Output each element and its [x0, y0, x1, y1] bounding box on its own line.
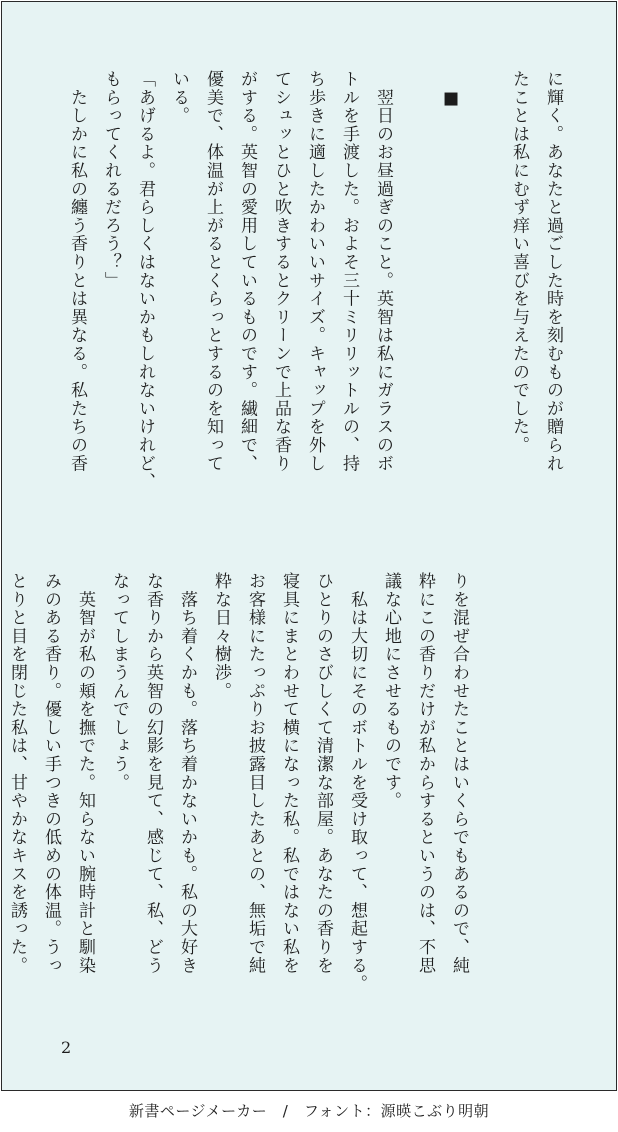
- text-column: に輝く。あなたと過ごした時を刻むものが贈られ: [543, 70, 563, 473]
- text-column: 英智が私の頬を撫でた。知らない腕時計と馴染: [75, 572, 95, 975]
- text-column: トルを手渡した。およそ三十ミリリットルの、持: [339, 70, 359, 473]
- text-column: たしかに私の纏う香りとは異なる。私たちの香: [67, 70, 87, 473]
- text-column: ■: [441, 70, 461, 110]
- text-block-top: [60, 70, 570, 540]
- text-column: 私は大切にそのボトルを受け取って、想起する。: [347, 572, 367, 993]
- text-column: お客様にたっぷりお披露目したあとの、無垢で純: [245, 572, 265, 975]
- text-column: 翌日のお昼過ぎのこと。英智は私にガラスのボ: [373, 70, 393, 473]
- text-column: 粋な日々樹渉。: [211, 572, 231, 701]
- text-column: 「あげるよ。君らしくはないかもしれないけれど、: [135, 70, 155, 491]
- text-column: 寝具にまとわせて横になった私。私ではない私を: [279, 572, 299, 975]
- text-column: りを混ぜ合わせたことはいくらでもあるので、純: [449, 572, 469, 975]
- text-column: 粋にこの香りだけが私からするというのは、不思: [415, 572, 435, 975]
- text-block-bottom: [0, 572, 476, 992]
- text-column: とりと目を閉じた私は、甘やかなキスを誘った。: [7, 572, 27, 975]
- text-column: たことは私にむず痒い喜びを与えたのでした。: [509, 70, 529, 455]
- text-column: ひとりのさびしくて清潔な部屋。あなたの香りを: [313, 572, 333, 975]
- book-page: [1, 1, 617, 1091]
- page-number: 2: [61, 1038, 72, 1057]
- text-column: いる。: [169, 70, 189, 125]
- text-column: がする。英智の愛用しているものです。繊細で、: [237, 70, 257, 473]
- footer-credit: 新書ページメーカー / フォント：源暎こぶり明朝: [128, 1102, 490, 1120]
- text-column: もらってくれるだろう？」: [101, 70, 121, 290]
- text-column: な香りから英智の幻影を見て、感じて、私、どう: [143, 572, 163, 975]
- text-column: てシュッとひと吹きするとクリーンで上品な香り: [271, 70, 291, 473]
- text-column: なってしまうんでしょう。: [109, 572, 129, 792]
- text-column: 優美で、体温が上がるとくらっとするのを知って: [203, 70, 223, 473]
- text-column: 落ち着くかも。落ち着かないかも。私の大好き: [177, 572, 197, 975]
- text-column: みのある香り。優しい手つきの低めの体温。うっ: [41, 572, 61, 975]
- text-column: 議な心地にさせるものです。: [381, 572, 401, 810]
- text-column: ち歩きに適したかわいいサイズ。キャップを外し: [305, 70, 325, 473]
